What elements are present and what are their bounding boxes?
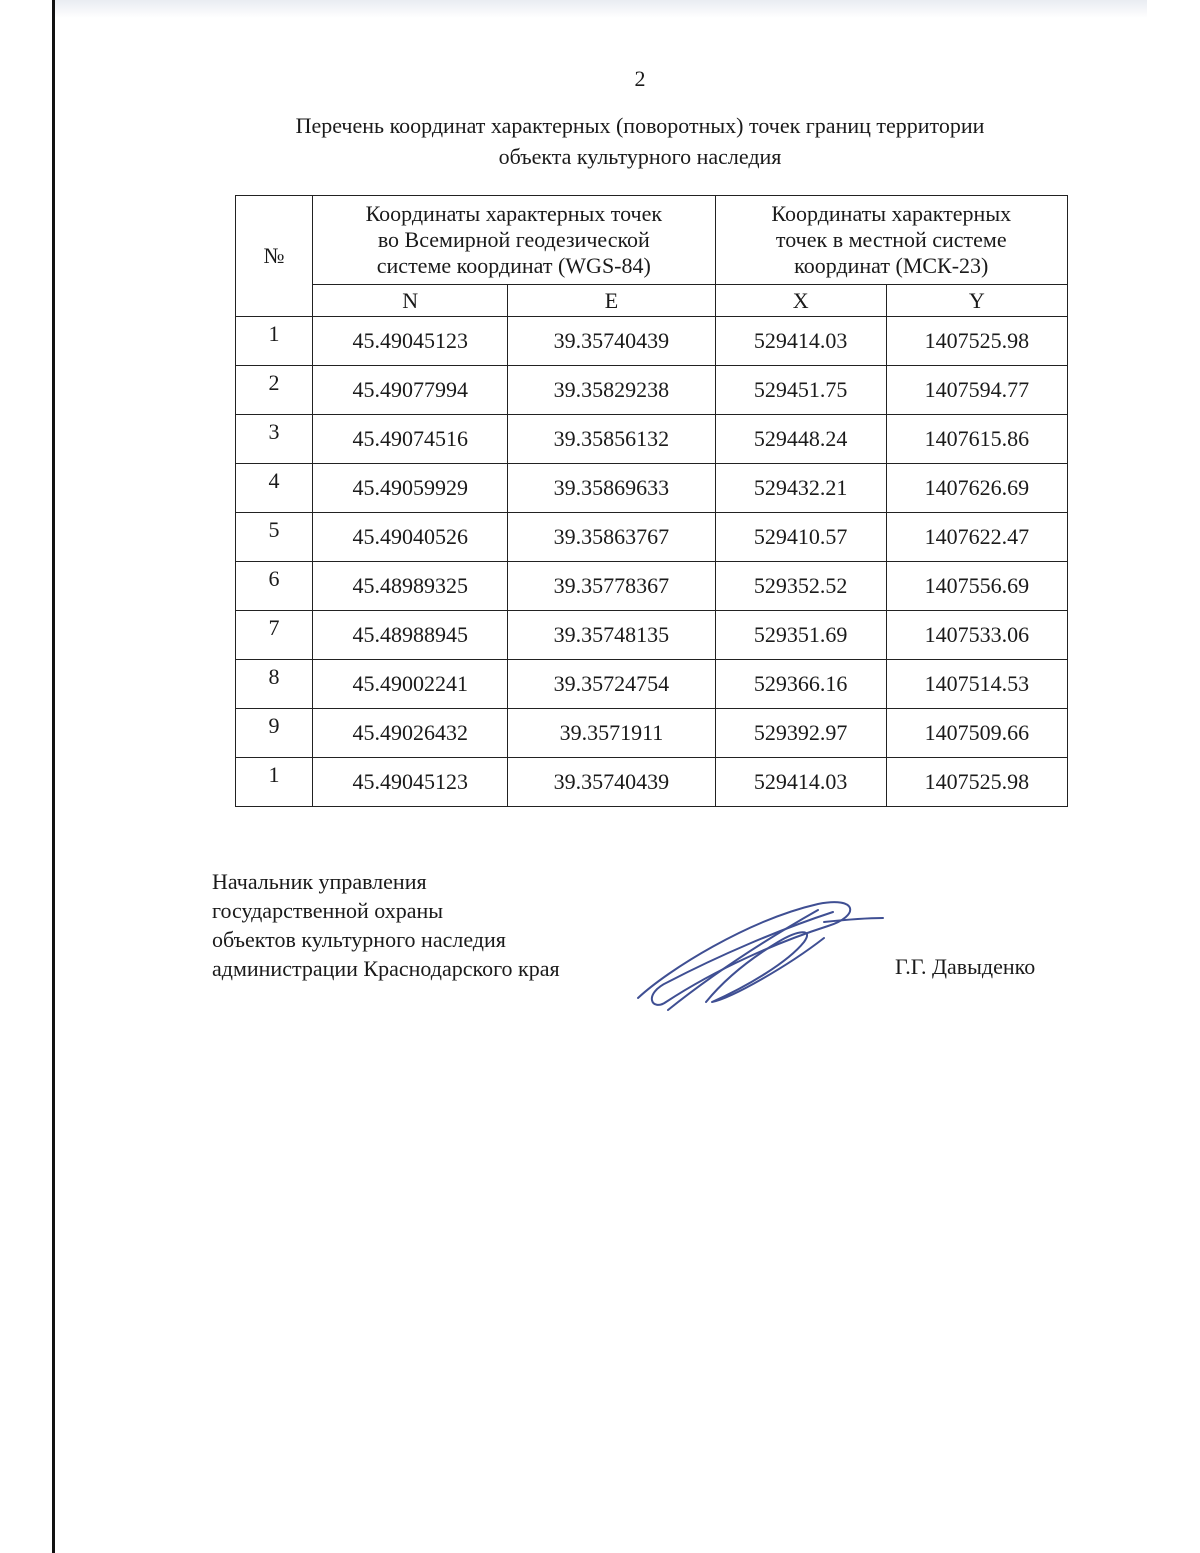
cell-longitude-e: 39.3571911 xyxy=(508,709,715,758)
scan-edge-left xyxy=(52,0,55,1553)
cell-point-number: 3 xyxy=(236,415,313,464)
title-line-1: Перечень координат характерных (поворотных) точек границ территории xyxy=(295,113,985,138)
cell-msk-x: 529414.03 xyxy=(715,317,886,366)
cell-msk-y: 1407525.98 xyxy=(886,317,1067,366)
header-wgs84-line-3: системе координат (WGS-84) xyxy=(376,253,651,278)
subheader-n: N xyxy=(313,285,508,317)
cell-point-number: 1 xyxy=(236,758,313,807)
cell-latitude-n: 45.48988945 xyxy=(313,611,508,660)
page-number: 2 xyxy=(634,66,646,91)
cell-msk-y: 1407626.69 xyxy=(886,464,1067,513)
cell-latitude-n: 45.49059929 xyxy=(313,464,508,513)
cell-msk-y: 1407525.98 xyxy=(886,758,1067,807)
table-row xyxy=(236,415,1068,464)
document-title xyxy=(190,110,1090,172)
cell-msk-y: 1407622.47 xyxy=(886,513,1067,562)
table-row xyxy=(236,464,1068,513)
cell-msk-x: 529414.03 xyxy=(715,758,886,807)
signatory-position xyxy=(212,867,560,983)
coordinates-table xyxy=(235,195,1068,807)
header-number: № xyxy=(236,196,313,317)
cell-point-number: 2 xyxy=(236,366,313,415)
cell-point-number: 6 xyxy=(236,562,313,611)
cell-longitude-e: 39.35778367 xyxy=(508,562,715,611)
cell-latitude-n: 45.49045123 xyxy=(313,758,508,807)
signature-tail xyxy=(824,918,883,922)
table-row xyxy=(236,709,1068,758)
position-line-4: администрации Краснодарского края xyxy=(212,956,560,981)
handwritten-signature xyxy=(628,890,888,1020)
header-msk23-line-3: координат (МСК-23) xyxy=(794,253,989,278)
cell-point-number: 7 xyxy=(236,611,313,660)
table-row xyxy=(236,611,1068,660)
table-row xyxy=(236,513,1068,562)
cell-latitude-n: 45.49074516 xyxy=(313,415,508,464)
cell-msk-x: 529432.21 xyxy=(715,464,886,513)
cell-msk-x: 529392.97 xyxy=(715,709,886,758)
cell-msk-y: 1407556.69 xyxy=(886,562,1067,611)
table-row xyxy=(236,366,1068,415)
cell-msk-y: 1407533.06 xyxy=(886,611,1067,660)
cell-msk-y: 1407615.86 xyxy=(886,415,1067,464)
cell-point-number: 5 xyxy=(236,513,313,562)
position-line-1: Начальник управления xyxy=(212,869,427,894)
table-row xyxy=(236,317,1068,366)
cell-latitude-n: 45.48989325 xyxy=(313,562,508,611)
subheader-y: Y xyxy=(886,285,1067,317)
cell-longitude-e: 39.35863767 xyxy=(508,513,715,562)
cell-longitude-e: 39.35724754 xyxy=(508,660,715,709)
cell-longitude-e: 39.35740439 xyxy=(508,758,715,807)
table-row xyxy=(236,562,1068,611)
cell-point-number: 9 xyxy=(236,709,313,758)
cell-msk-x: 529352.52 xyxy=(715,562,886,611)
cell-longitude-e: 39.35856132 xyxy=(508,415,715,464)
cell-longitude-e: 39.35748135 xyxy=(508,611,715,660)
header-msk23 xyxy=(715,196,1067,285)
cell-longitude-e: 39.35740439 xyxy=(508,317,715,366)
scan-edge-top xyxy=(52,0,1147,18)
title-line-2: объекта культурного наследия xyxy=(498,144,782,169)
cell-msk-x: 529351.69 xyxy=(715,611,886,660)
table-row xyxy=(236,660,1068,709)
cell-latitude-n: 45.49002241 xyxy=(313,660,508,709)
table-row xyxy=(236,758,1068,807)
cell-msk-y: 1407594.77 xyxy=(886,366,1067,415)
cell-msk-x: 529410.57 xyxy=(715,513,886,562)
cell-point-number: 1 xyxy=(236,317,313,366)
header-wgs84 xyxy=(313,196,715,285)
table-header-row xyxy=(236,196,1068,285)
cell-msk-x: 529448.24 xyxy=(715,415,886,464)
cell-longitude-e: 39.35829238 xyxy=(508,366,715,415)
signature-strokes xyxy=(638,902,883,1010)
cell-latitude-n: 45.49077994 xyxy=(313,366,508,415)
cell-latitude-n: 45.49026432 xyxy=(313,709,508,758)
position-line-3: объектов культурного наследия xyxy=(212,927,506,952)
cell-longitude-e: 39.35869633 xyxy=(508,464,715,513)
position-line-2: государственной охраны xyxy=(212,898,444,923)
subheader-e: E xyxy=(508,285,715,317)
header-wgs84-line-2: во Всемирной геодезической xyxy=(377,227,650,252)
cell-msk-y: 1407514.53 xyxy=(886,660,1067,709)
cell-msk-x: 529366.16 xyxy=(715,660,886,709)
cell-msk-x: 529451.75 xyxy=(715,366,886,415)
header-msk23-line-2: точек в местной системе xyxy=(775,227,1007,252)
cell-msk-y: 1407509.66 xyxy=(886,709,1067,758)
cell-latitude-n: 45.49040526 xyxy=(313,513,508,562)
table-body xyxy=(236,317,1068,807)
signatory-name: Г.Г. Давыденко xyxy=(895,954,1036,979)
header-wgs84-line-1: Координаты характерных точек xyxy=(365,201,663,226)
cell-point-number: 4 xyxy=(236,464,313,513)
table-subheader-row xyxy=(236,285,1068,317)
cell-latitude-n: 45.49045123 xyxy=(313,317,508,366)
subheader-x: X xyxy=(715,285,886,317)
cell-point-number: 8 xyxy=(236,660,313,709)
header-msk23-line-1: Координаты характерных xyxy=(771,201,1012,226)
